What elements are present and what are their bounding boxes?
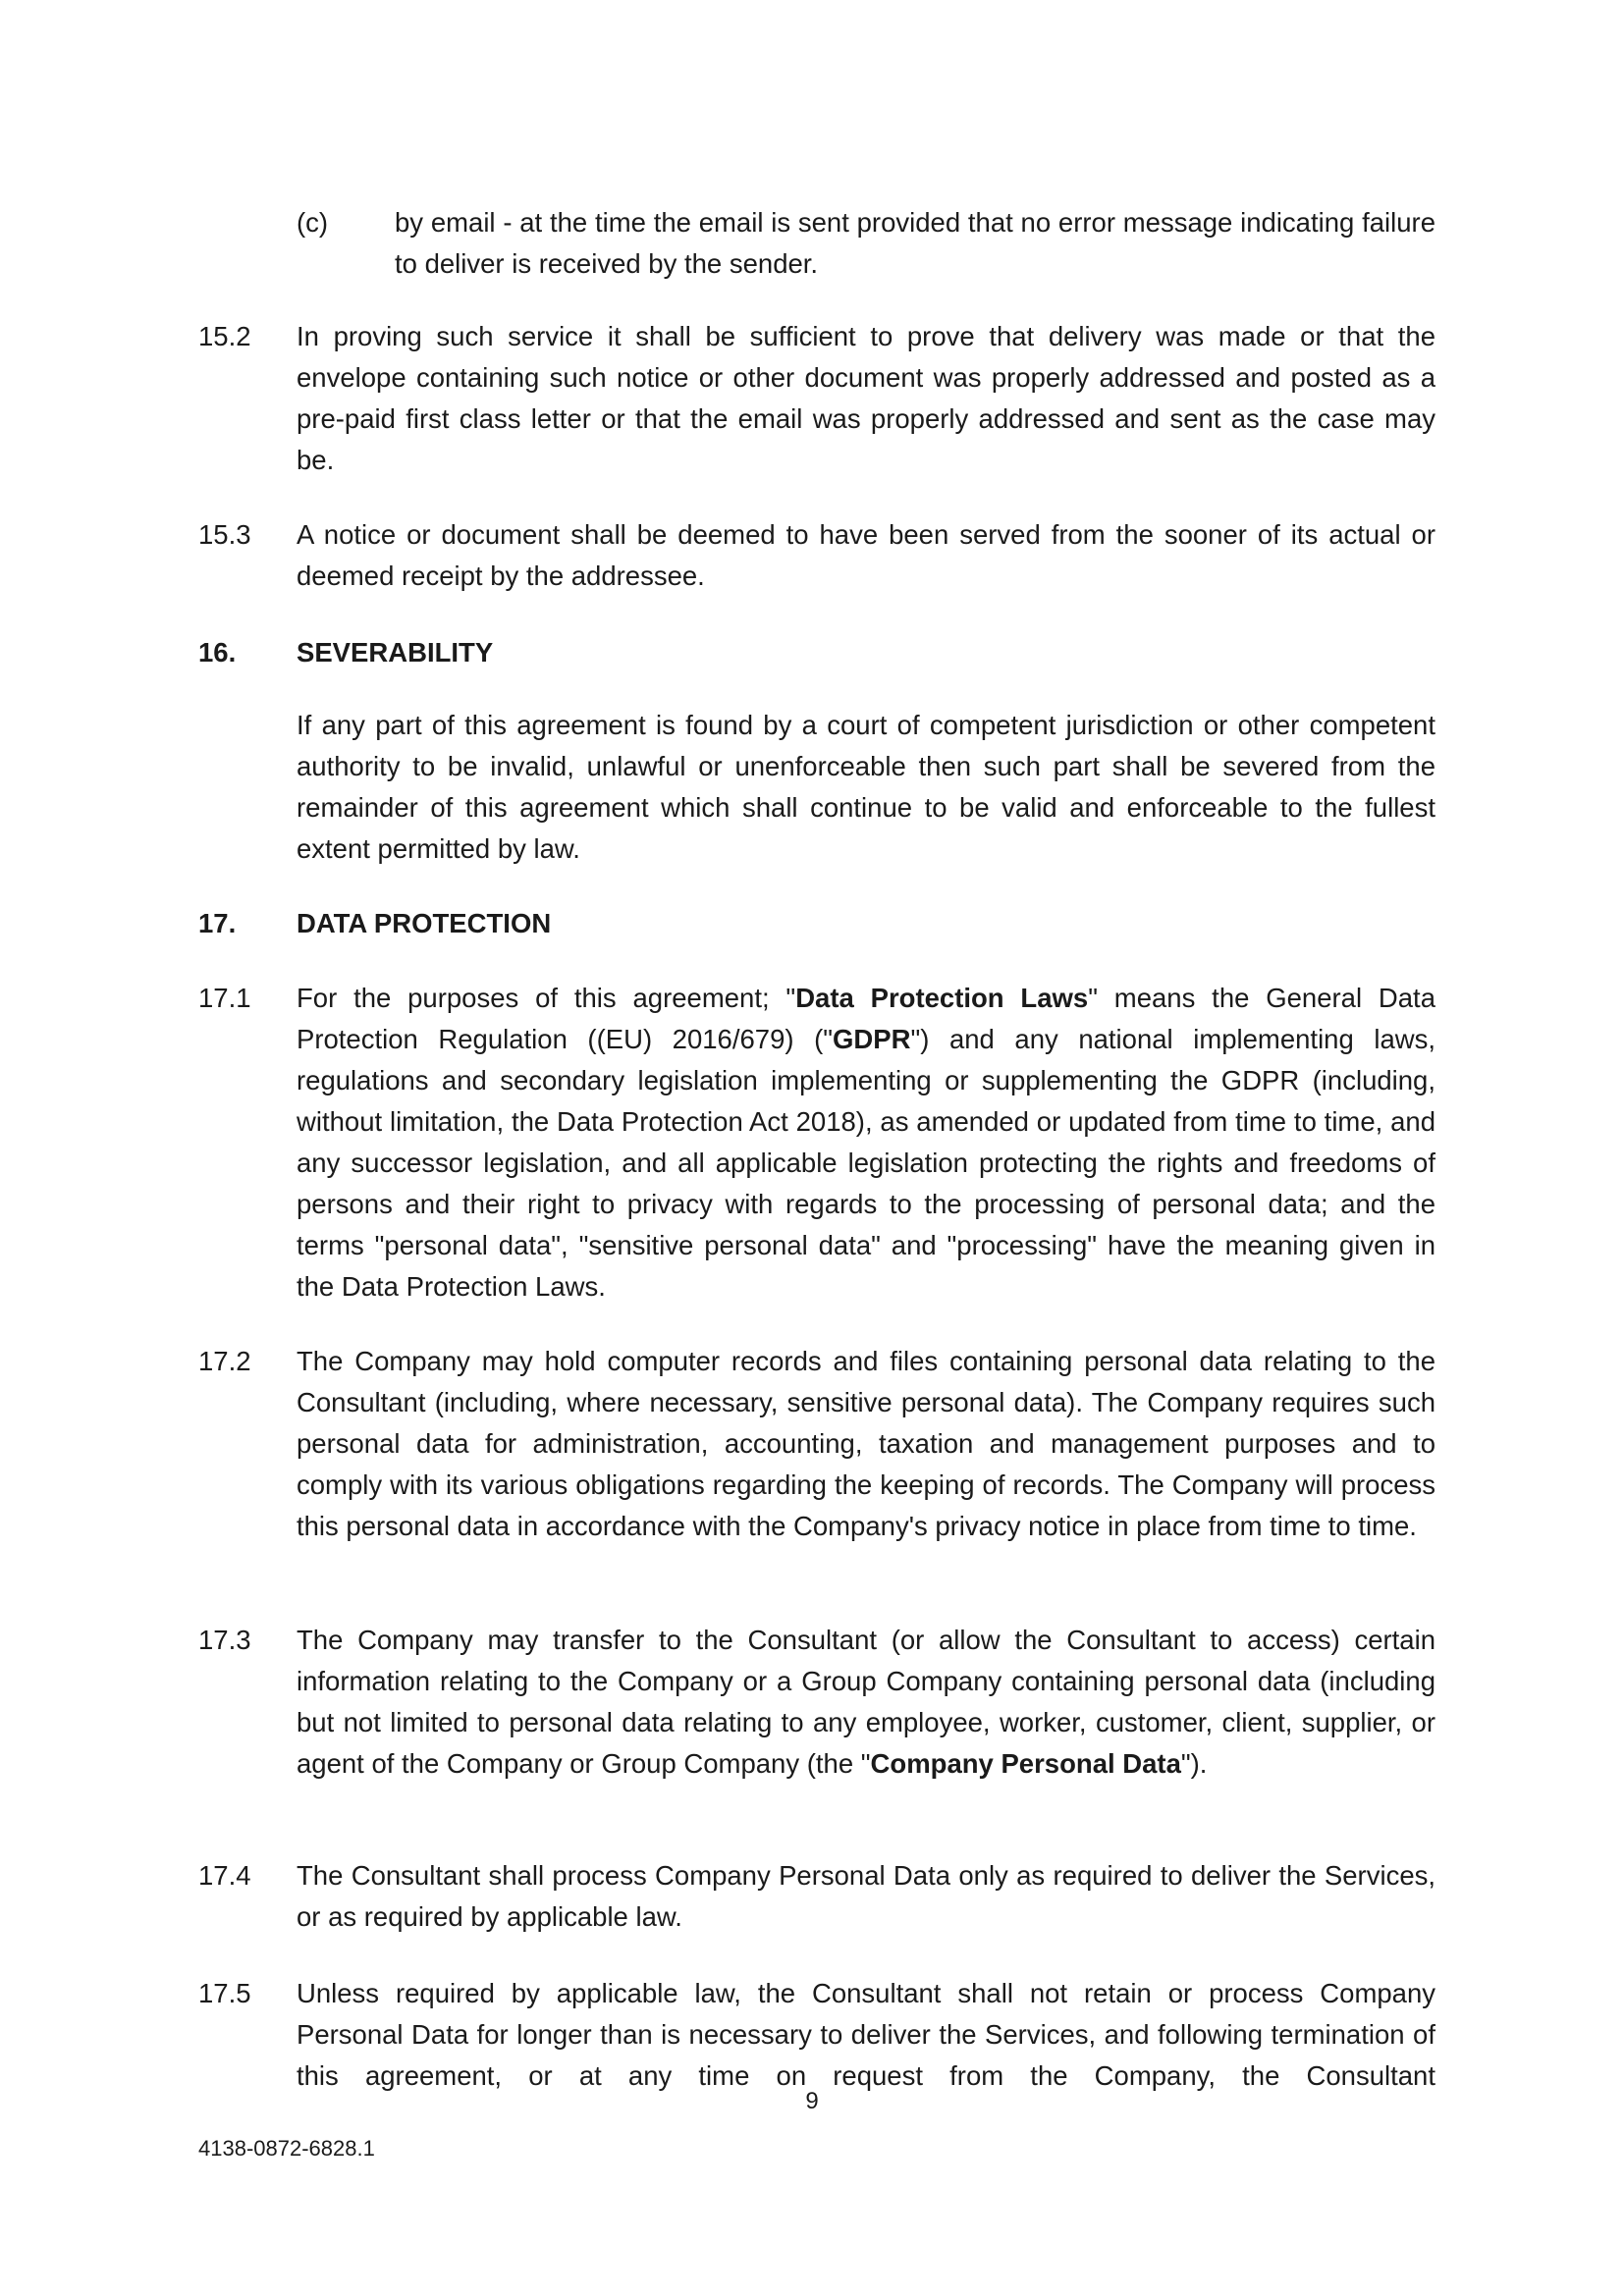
- section-16-number: 16.: [198, 637, 237, 667]
- section-17-number: 17.: [198, 908, 237, 938]
- clause-17-4-text: The Consultant shall process Company Personal Data only as required to deliver the Services, or as required by applicable law.: [297, 1860, 1435, 1932]
- clause-17-5-text: Unless required by applicable law, the Consultant shall not retain or process Company Personal Data for longer than is necessary to deliver the Services, and following termination of this agreement, or at any time on request from the Company, the Consultant: [297, 1978, 1435, 2091]
- clause-17-2-number: 17.2: [198, 1346, 251, 1376]
- clause-17-3-text: [297, 1620, 1435, 1785]
- clause-17-1-number: 17.1: [198, 983, 251, 1013]
- clause-15-2-number: 15.2: [198, 321, 251, 351]
- clause-17-4-number: 17.4: [198, 1860, 251, 1891]
- clause-17-5-number: 17.5: [198, 1978, 251, 2008]
- clause-15-3-number: 15.3: [198, 519, 251, 550]
- section-17-heading: DATA PROTECTION: [297, 908, 552, 938]
- clause-17-1-text: [297, 978, 1435, 1308]
- term-data-protection-laws: Data Protection Laws: [795, 983, 1089, 1013]
- clause-17-2-text: The Company may hold computer records and files containing personal data relating to the Consultant (including, where necessary, sensitive personal data). The Company requires such personal data for administration, accounting, taxation and management purposes and to comply with its various obligations regarding the keeping of records. The Company will process this personal data in accordance with the Company's privacy notice in place from time to time.: [297, 1346, 1435, 1541]
- clause-17-1-text-c: ") and any national implementing laws, regulations and secondary legislation implementing or supplementing the GDPR (including, without limitation, the Data Protection Act 2018), as amended or updated from time to time, and any successor legislation, and all applicable legislation protecting the rights and freedoms of persons and their right to privacy with regards to the processing of personal data; and the terms "personal data", "sensitive personal data" and "processing" have the meaning given in the Data Protection Laws.: [297, 1024, 1435, 1302]
- clause-15-3-text: A notice or document shall be deemed to have been served from the sooner of its actual or deemed receipt by the addressee.: [297, 519, 1435, 591]
- document-reference: 4138-0872-6828.1: [198, 2136, 375, 2161]
- section-16-body: If any part of this agreement is found by a court of competent jurisdiction or other competent authority to be invalid, unlawful or unenforceable then such part shall be severed from the remainder of this agreement which shall continue to be valid and enforceable to the fullest extent permitted by law.: [297, 710, 1435, 864]
- section-16-heading: SEVERABILITY: [297, 637, 494, 667]
- clause-15-2-text: In proving such service it shall be sufficient to prove that delivery was made or that the envelope containing such notice or other document was properly addressed and posted as a pre-paid first class letter or that the email was properly addressed and sent as the case may be.: [297, 321, 1435, 475]
- term-gdpr: GDPR: [833, 1024, 911, 1054]
- clause-17-1-text-a: For the purposes of this agreement; ": [297, 983, 796, 1013]
- term-company-personal-data: Company Personal Data: [870, 1748, 1181, 1779]
- clause-17-3-text-a: The Company may transfer to the Consultant (or allow the Consultant to access) certain information relating to the Company or a Group Company containing personal data (including but not limited to personal data relating to any employee, worker, customer, client, supplier, or agent of the Company or Group Company (the ": [297, 1625, 1435, 1779]
- clause-17-1-text-b: " means the General Data Protection Regulation ((EU) 2016/679) (": [297, 983, 1435, 1054]
- clause-c-text: by email - at the time the email is sent provided that no error message indicating failure to deliver is received by the sender.: [395, 207, 1435, 279]
- clause-c-number: (c): [297, 207, 329, 238]
- page-number: 9: [805, 2088, 819, 2114]
- clause-17-3-text-b: ").: [1180, 1748, 1208, 1779]
- clause-17-3-number: 17.3: [198, 1625, 251, 1655]
